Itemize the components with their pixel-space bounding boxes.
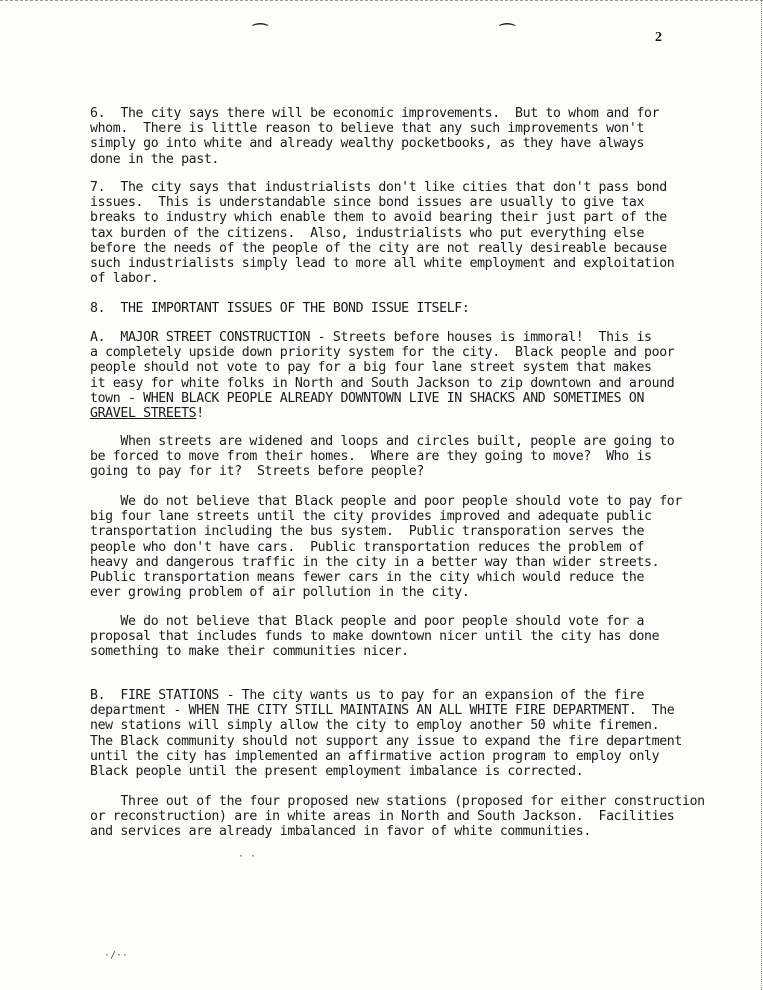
page-number: 2 <box>655 30 662 45</box>
paragraph-b-new-stations: Three out of the four proposed new stations (proposed for either construction or reconstruction) are in white areas in North and South Jackson. Facilities and services are already imbalanced in favor of white communities. <box>90 794 705 840</box>
paragraph-6: 6. The city says there will be economic improvements. But to whom and for whom. There is little reason to believe that any such improvements won't simply go into white and already wealthy pocketbooks, as they have always done in the past. <box>90 106 660 167</box>
scan-speck: · · <box>238 851 257 862</box>
paragraph-a-streets-widened: When streets are widened and loops and circles built, people are going to be forced to move from their homes. Where are they going to move? Who is going to pay for it? Streets before people? <box>90 434 675 480</box>
paragraph-a-body: A. MAJOR STREET CONSTRUCTION - Streets before houses is immoral! This is a completely upside down priority system for the city. Black people and poor people should not vote to pay for a big four lane street system that makes it easy for white folks in North and South Jackson to zip downtown and around town - WHEN BLACK PEOPLE ALREADY DOWNTOWN LIVE IN SHACKS AND SOMETIMES ON <box>90 330 675 406</box>
paragraph-8-heading: 8. THE IMPORTANT ISSUES OF THE BOND ISSUE ITSELF: <box>90 301 470 316</box>
paragraph-b-fire-stations: B. FIRE STATIONS - The city wants us to pay for an expansion of the fire department - WHEN THE CITY STILL MAINTAINS AN ALL WHITE FIRE DEPARTMENT. The new stations will simply allow the city to employ another 50 white firemen. The Black community should not support any issue to expand the fire department until the city has implemented an affirmative action program to employ only Black people until the present employment imbalance is corrected. <box>90 688 682 780</box>
paragraph-a-downtown: We do not believe that Black people and poor people should vote for a proposal that includes funds to make downtown nicer until the city has done something to make their communities nicer. <box>90 614 660 660</box>
scan-speck-bottom: ·/·· <box>104 950 129 961</box>
paragraph-a-end-mark: ! <box>196 406 204 422</box>
hole-punch-mark-left: ⁀ <box>253 24 268 45</box>
page-top-edge <box>0 0 763 7</box>
gravel-streets-underlined: GRAVEL STREETS <box>90 406 197 422</box>
page-right-edge <box>759 0 762 990</box>
paragraph-7: 7. The city says that industrialists don't like cities that don't pass bond issues. This is understandable since bond issues are usually to give tax breaks to industry which enable them to avoid bearing their just part of the tax burden of the citizens. Also, industrialists who put everything else before the needs of the people of the city are not really desireable because such industrialists simply lead to more all white employment and exploitation of labor. <box>90 180 675 287</box>
hole-punch-mark-right: ⁀ <box>500 24 515 45</box>
paragraph-a-public-transportation: We do not believe that Black people and poor people should vote to pay for big four lane streets until the city provides improved and adequate public transportation including the bus system. Public transporation serves the people who don't have cars. Public transportation reduces the problem of heavy and dangerous traffic in the city in a better way than wider streets. Public transportation means fewer cars in the city which would reduce the ever growing problem of air pollution in the city. <box>90 494 682 601</box>
paragraph-a-street-construction <box>90 330 674 421</box>
